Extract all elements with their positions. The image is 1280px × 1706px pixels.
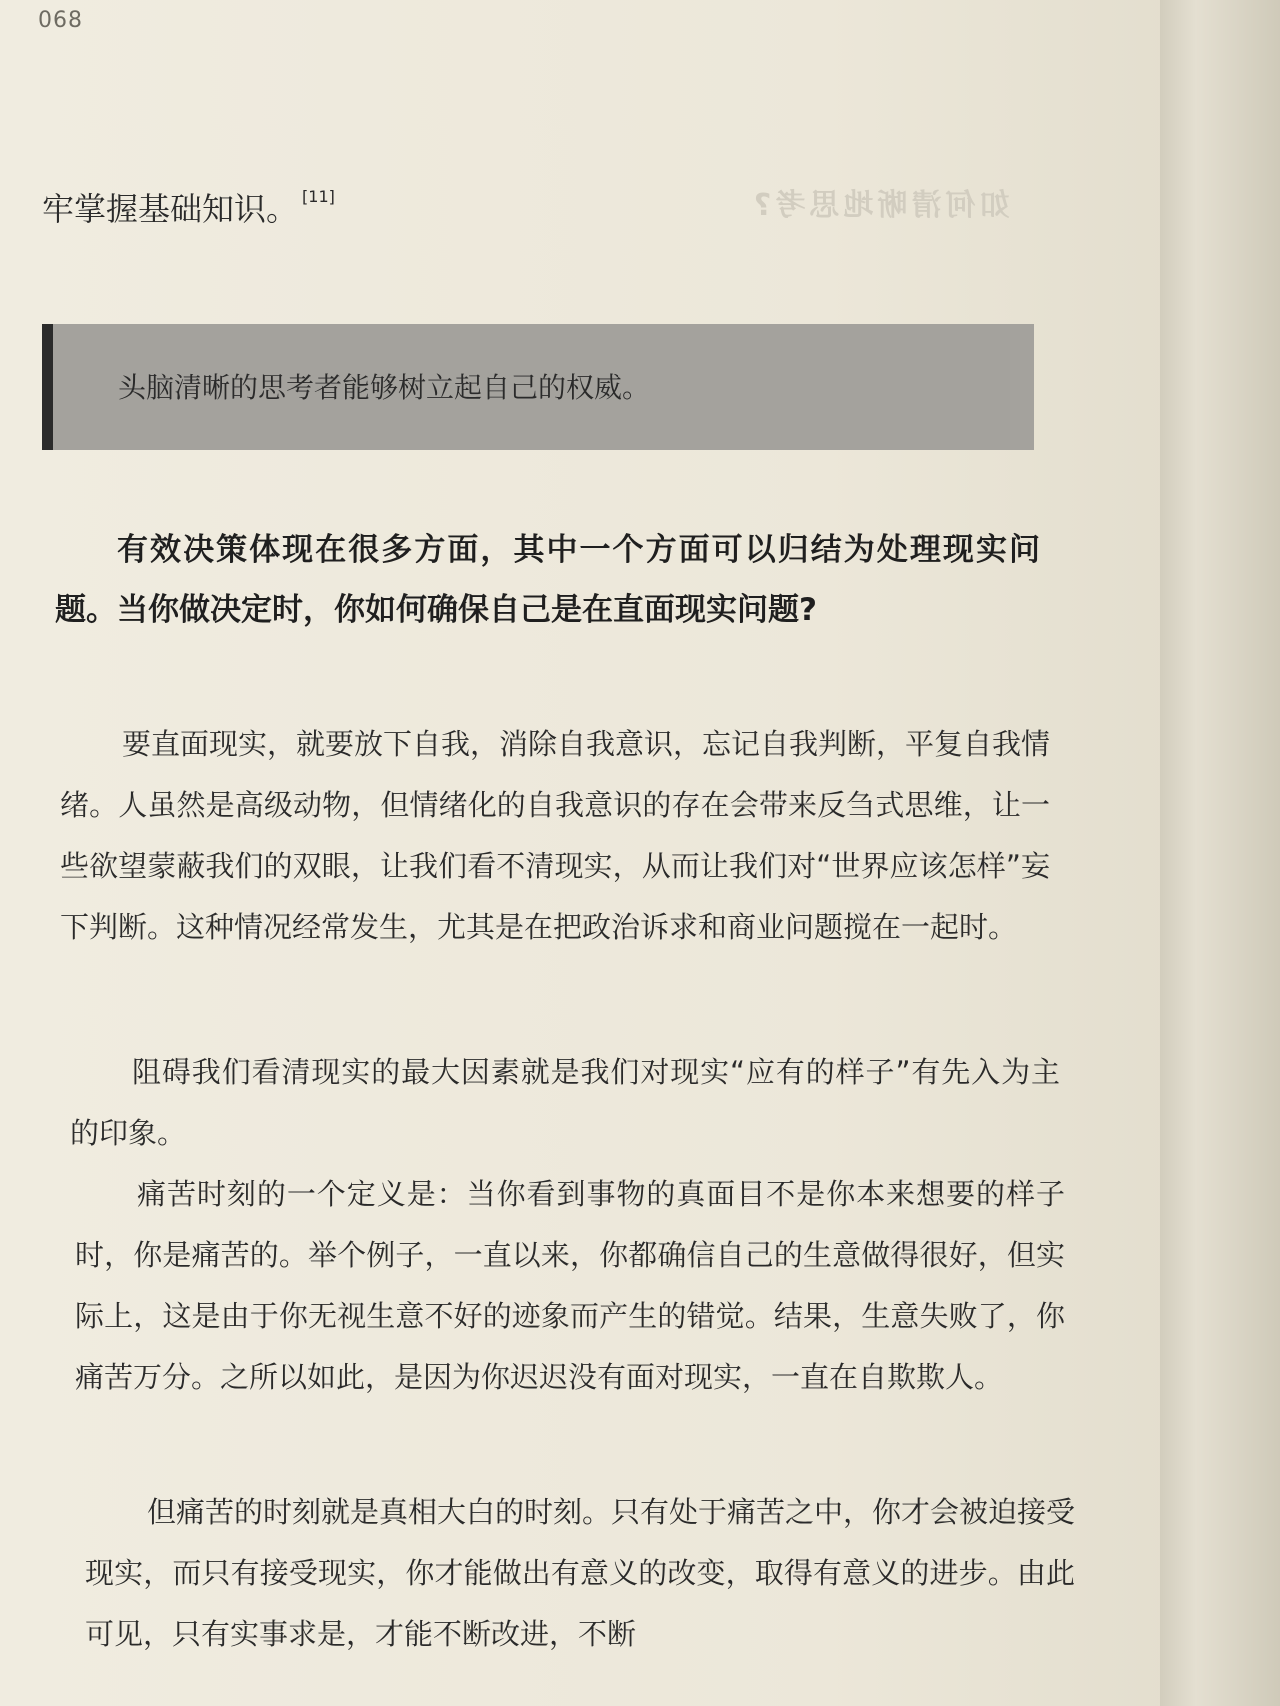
intro-line [42,184,335,230]
callout-box [42,324,1034,450]
lead-question: 有效决策体现在很多方面，其中一个方面可以归结为处理现实问题。当你做决定时，你如何确保自己是在直面现实问题? [55,532,1040,628]
footnote-marker: [11] [302,187,335,206]
callout-text: 头脑清晰的思考者能够树立起自己的权威。 [118,371,651,404]
paragraph-4: 但痛苦的时刻就是真相大白的时刻。只有处于痛苦之中，你才会被迫接受现实，而只有接受现实，你才能做出有意义的改变，取得有意义的进步。由此可见，只有实事求是，才能不断改进，不断 [85,1495,1076,1651]
paragraph-3: 痛苦时刻的一个定义是：当你看到事物的真面目不是你本来想要的样子时，你是痛苦的。举个例子，一直以来，你都确信自己的生意做得很好，但实际上，这是由于你无视生意不好的迹象而产生的错觉。结果，生意失败了，你痛苦万分。之所以如此，是因为你迟迟没有面对现实，一直在自欺欺人。 [75,1177,1065,1394]
paragraph-1: 要直面现实，就要放下自我，消除自我意识，忘记自我判断，平复自我情绪。人虽然是高级动物，但情绪化的自我意识的存在会带来反刍式思维，让一些欲望蒙蔽我们的双眼，让我们看不清现实，从而让我们对“世界应该怎样”妄下判断。这种情况经常发生，尤其是在把政治诉求和商业问题搅在一起时。 [60,727,1051,944]
paragraph-2: 阻碍我们看清现实的最大因素就是我们对现实“应有的样子”有先入为主的印象。 [70,1055,1060,1150]
intro-text: 牢掌握基础知识。 [42,190,299,228]
bleed-through-heading: 如何清晰地思考? [750,188,1010,223]
page-number: 068 [38,8,83,33]
next-page-edge [1160,0,1280,1706]
